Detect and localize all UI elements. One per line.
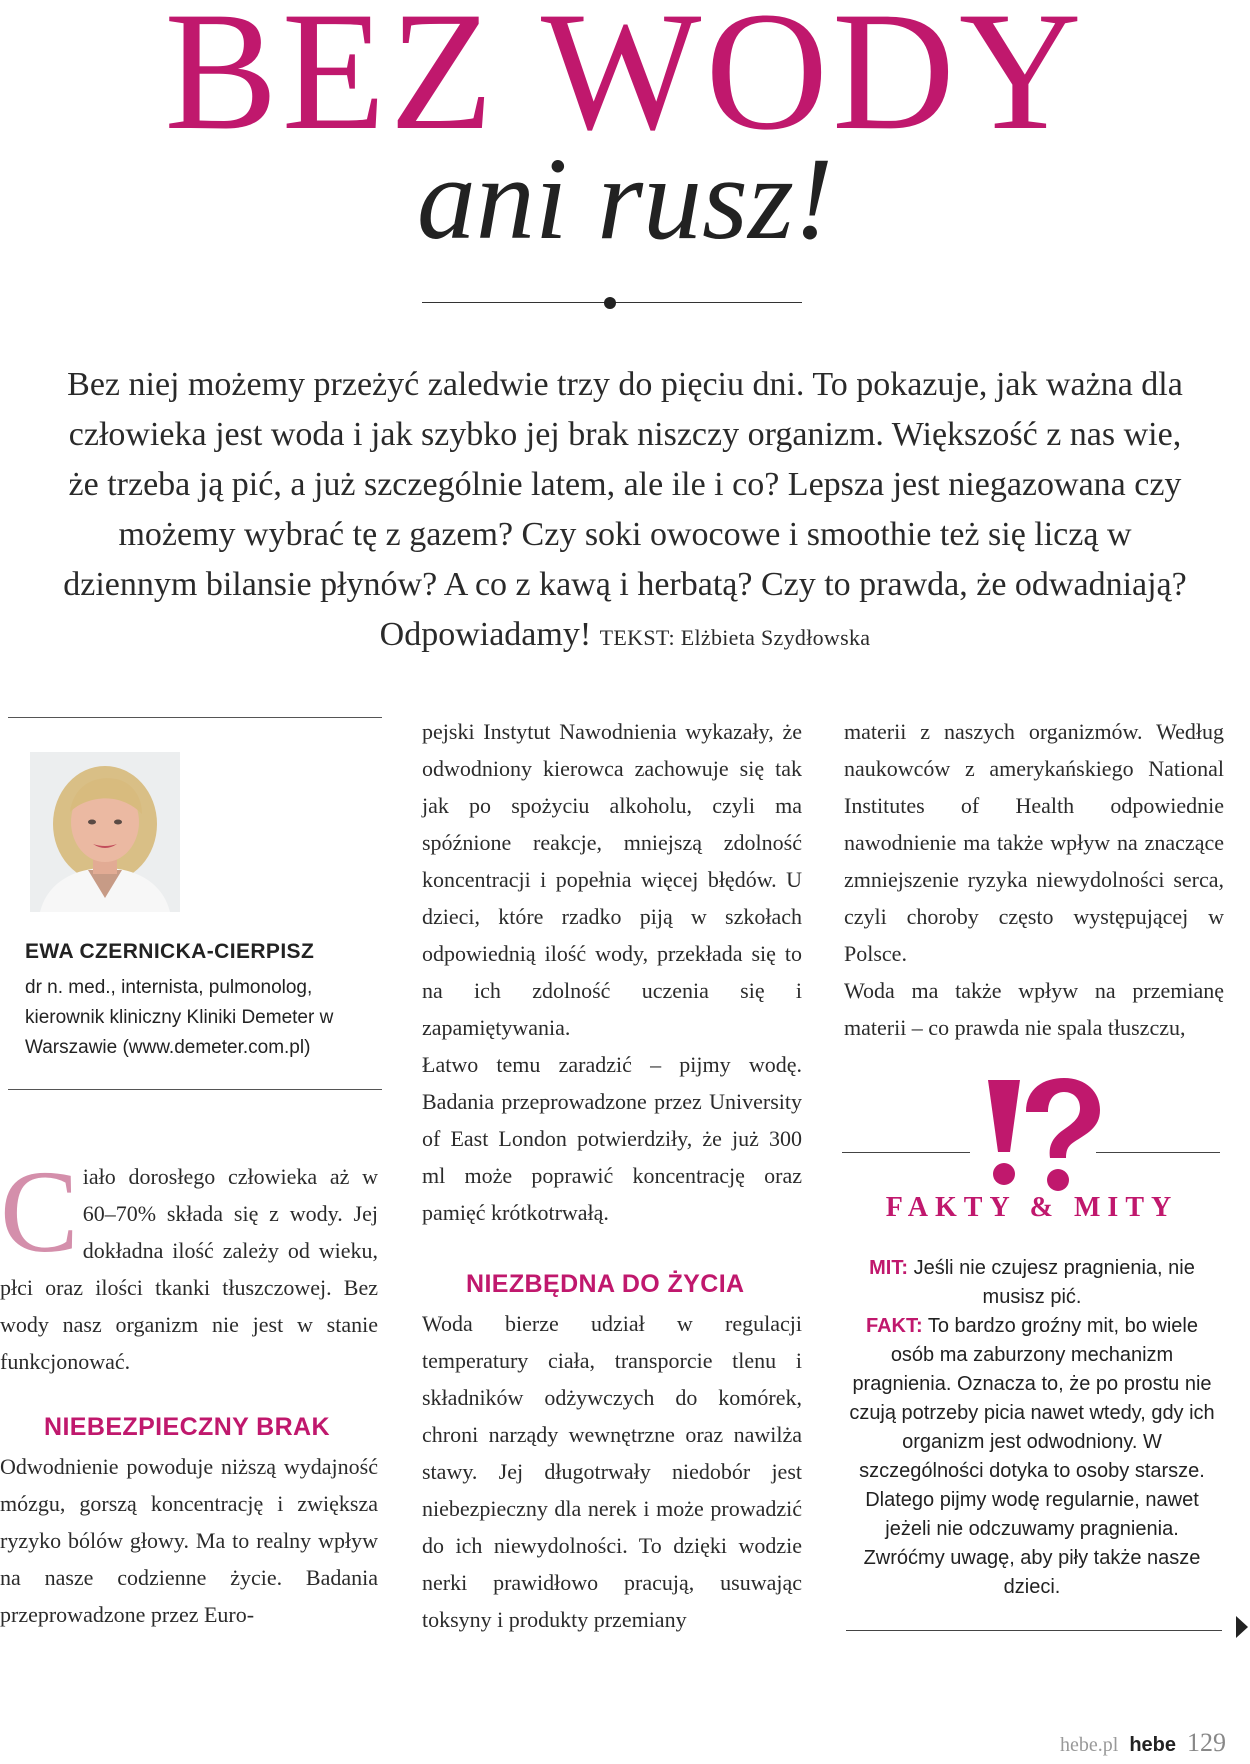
facts-myths-text: [842, 1254, 1222, 1602]
fact-text: To bardzo groźny mit, bo wiele osób ma zaburzony mechanizm pragnienia. Oznacza to, że po prostu nie czują potrzeby picia nawet wtedy, gdy ich organizm jest odwodniony. W szczególności dotyka to osoby starsze. Dlatego pijmy wodę regularnie, nawet jeżeli nie odczuwamy pragnienia. Zwróćmy uwagę, aby piły także nasze dzieci.: [849, 1315, 1215, 1598]
page-subtitle: ani rusz!: [416, 133, 834, 264]
drop-cap: C: [0, 1146, 79, 1277]
expert-photo: [30, 752, 180, 912]
facts-myths-title: FAKTY & MITY: [885, 1192, 1179, 1223]
article-column-3: [844, 713, 1224, 1046]
section-heading-niezbedna-do-zycia: NIEZBĘDNA DO ŻYCIA: [466, 1270, 745, 1298]
section1-paragraph-part2: pejski Instytut Nawodnienia wykazały, że odwodniony kierowca zachowuje się tak jak po spożyciu alkoholu, czyli ma spóźnione reakcje, mniejszą zdolność koncentracji i popełnia więcej błędów. U dzieci, które rzadko piją w szkołach odpowiednią ilość wody, przekłada się to na ich zdolność uczenia się i zapamiętywania.: [422, 719, 802, 1040]
byline: TEKST: Elżbieta Szydłowska: [599, 625, 871, 650]
exclamation-question-icon: [960, 1074, 1110, 1204]
expert-name: EWA CZERNICKA-CIERPISZ: [25, 940, 315, 963]
title-divider-dot: [604, 297, 616, 309]
myth-text: Jeśli nie czujesz pragnienia, nie musisz pić.: [913, 1257, 1195, 1308]
section-heading-niebezpieczny-brak: NIEBEZPIECZNY BRAK: [44, 1413, 330, 1441]
continue-arrow-icon: [1236, 1616, 1248, 1638]
article-column-1: [0, 1146, 378, 1633]
facts-bottom-rule: [846, 1630, 1222, 1631]
facts-divider-left: [842, 1152, 970, 1153]
article-column-2: [422, 713, 802, 1638]
intro-paragraph: [0, 1146, 378, 1380]
section2-paragraph-part3: Woda ma także wpływ na przemianę materii – co prawda nie spala tłuszczu,: [844, 978, 1224, 1040]
lead-paragraph: [55, 360, 1195, 663]
section1-paragraph-part3: Łatwo temu zaradzić – pijmy wodę. Badania przeprowadzone przez University of East London potwierdziły, że już 300 ml może poprawić koncentrację oraz pamięć krótkotrwałą.: [422, 1052, 802, 1225]
myth-label: MIT:: [869, 1257, 909, 1279]
footer-brand-logo: hebe: [1129, 1734, 1176, 1756]
expert-box-bottom-rule: [8, 1089, 382, 1090]
facts-divider-right: [1096, 1152, 1220, 1153]
section2-paragraph-part2: materii z naszych organizmów. Według naukowców z amerykańskiego National Institutes of Health odpowiednie nawodnienie ma także wpływ na znaczące zmniejszenie ryzyka niewydolności serca, czyli choroby często występującej w Polsce.: [844, 719, 1224, 966]
page-footer: [1060, 1728, 1226, 1758]
expert-portrait-image: [30, 752, 180, 912]
page-number: 129: [1187, 1728, 1226, 1757]
section2-paragraph-part1: Woda bierze udział w regulacji temperatury ciała, transporcie tlenu i składników odżywczych do komórek, chroni narządy wewnętrzne oraz nawilża stawy. Jej długotrwały niedobór jest niebezpieczny dla nerek i może prowadzić do ich niewydolności. To dzięki wodzie nerki prawidłowo pracują, usuwając toksyny i produkty przemiany: [422, 1311, 802, 1632]
page-title: BEZ WODY: [164, 0, 1086, 165]
fact-label: FAKT:: [865, 1315, 923, 1337]
intro-text: iało dorosłego człowieka aż w 60–70% składa się z wody. Jej dokładna ilość zależy od wieku, płci oraz ilości tkanki tłuszczowej. Bez wody nasz organizm nie jest w stanie funkcjonować.: [0, 1164, 378, 1374]
section1-paragraph-part1: Odwodnienie powoduje niższą wydajność mózgu, gorszą koncentrację i zwiększa ryzyko bólów głowy. Ma to realny wpływ na nasze codzienne życie. Badania przeprowadzone przez Euro-: [0, 1454, 378, 1627]
expert-box-top-rule: [8, 717, 382, 718]
footer-site: hebe.pl: [1060, 1734, 1119, 1756]
lead-text: Bez niej możemy przeżyć zaledwie trzy do pięciu dni. To pokazuje, jak ważna dla człowieka jest woda i jak szybko jej brak niszczy organizm. Większość z nas wie, że trzeba ją pić, a już szczególnie latem, ale ile i co? Lepsza jest niegazowana czy możemy wybrać tę z gazem? Czy soki owocowe i smoothie też się liczą w dziennym bilansie płynów? A co z kawą i herbatą? Czy to prawda, że odwadniają? Odpowiadamy!: [63, 366, 1187, 653]
expert-description: dr n. med., internista, pulmonolog, kierownik kliniczny Kliniki Demeter w Warszawie (www.demeter.com.pl): [25, 977, 334, 1058]
